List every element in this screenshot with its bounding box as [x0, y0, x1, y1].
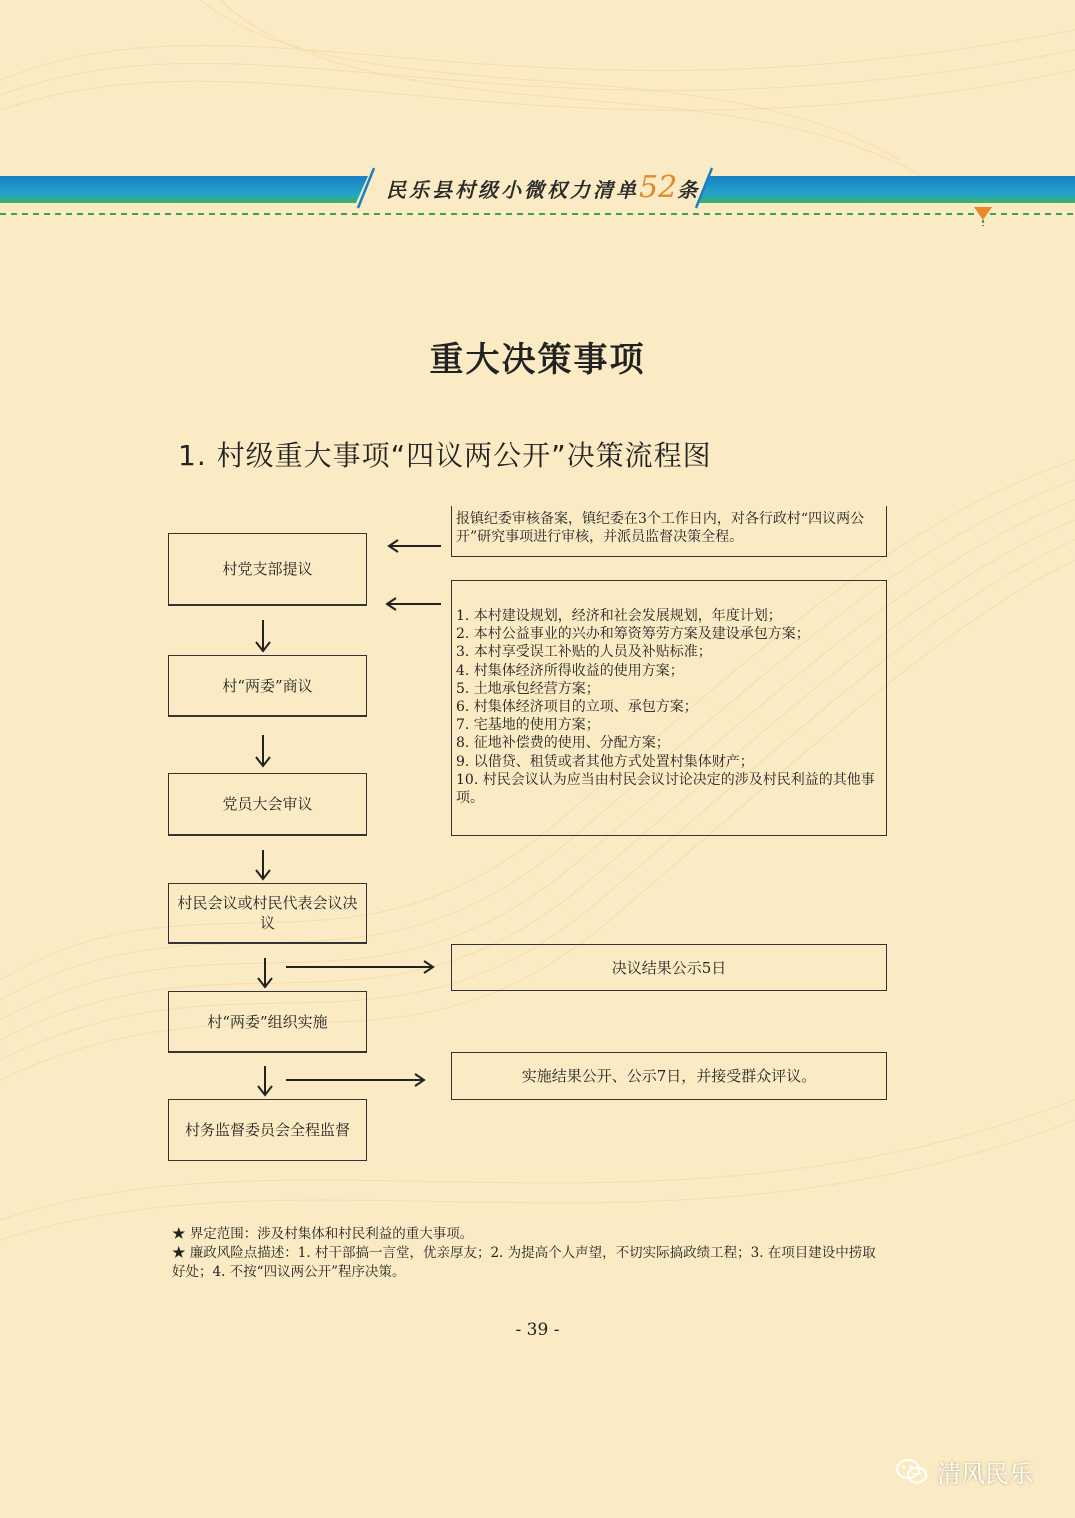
- header-title: [386, 170, 700, 205]
- implementation-publicity-text: 实施结果公开、公示7日，并接受群众评议。: [521, 1067, 817, 1085]
- scope-item: 10. 村民会议认为应当由村民会议讨论决定的涉及村民利益的其他事项。: [456, 771, 875, 807]
- scope-item: 7. 宅基地的使用方案；: [456, 717, 600, 734]
- header-title-number: 52: [639, 170, 678, 205]
- scope-items-list: [456, 607, 882, 807]
- scope-item: 8. 征地补偿费的使用、分配方案；: [456, 735, 670, 752]
- flow-step-6: [168, 1099, 367, 1161]
- header-title-text: 民乐县村级小微权力清单: [386, 178, 639, 202]
- section-title: 1. 村级重大事项“四议两公开”决策流程图: [178, 439, 712, 472]
- note-risk: ★ 廉政风险点描述：1. 村干部搞一言堂，优亲厚友；2. 为提高个人声望，不切实际搞政绩工程；3. 在项目建设中捞取好处；4. 不按“四议两公开”程序决策。: [172, 1245, 876, 1280]
- flow-step-3-label: 党员大会审议: [222, 795, 313, 813]
- header-stripe-right: [697, 176, 1075, 203]
- supervision-note-text: 报镇纪委审核备案，镇纪委在3个工作日内，对各行政村“四议两公开”研究事项进行审核，并派员监督决策全程。: [456, 511, 865, 546]
- wechat-icon: [895, 1457, 929, 1487]
- watermark: [895, 1454, 1033, 1489]
- result-publicity-box: [451, 944, 887, 991]
- flow-step-6-label: 村务监督委员会全程监督: [184, 1121, 350, 1139]
- flow-step-5-label: 村“两委”组织实施: [207, 1012, 328, 1031]
- flow-step-2: [168, 655, 367, 717]
- header-title-suffix: 条: [677, 178, 701, 202]
- flow-step-3: [168, 773, 367, 836]
- scope-item: 4. 村集体经济所得收益的使用方案；: [456, 662, 684, 679]
- watermark-text: 清风民乐: [937, 1460, 1033, 1488]
- result-publicity-text: 决议结果公示5日: [611, 958, 727, 977]
- flow-step-4-label: 村民会议或村民代表会议决议: [177, 894, 358, 932]
- scope-item: 3. 本村享受误工补贴的人员及补贴标准；: [456, 644, 712, 661]
- flow-step-1-label: 村党支部提议: [222, 560, 313, 578]
- flow-step-5: [168, 991, 367, 1053]
- scope-item: 2. 本村公益事业的兴办和筹资筹劳方案及建设承包方案；: [456, 626, 810, 643]
- scope-item: 1. 本村建设规划，经济和社会发展规划，年度计划；: [456, 608, 782, 624]
- orange-marker: [974, 207, 992, 220]
- flow-step-2-label: 村“两委”商议: [222, 676, 313, 695]
- supervision-note-box: [451, 506, 887, 557]
- scope-item: 6. 村集体经济项目的立项、承包方案；: [456, 699, 698, 716]
- scope-item: 9. 以借贷、租赁或者其他方式处置村集体财产；: [456, 753, 754, 770]
- page-title: 重大决策事项: [429, 340, 646, 380]
- note-scope: ★ 界定范围：涉及村集体和村民利益的重大事项。: [172, 1226, 474, 1242]
- scope-items-box: [451, 580, 887, 836]
- flow-step-4: [168, 883, 367, 944]
- implementation-publicity-box: [451, 1052, 887, 1100]
- scope-item: 5. 土地承包经营方案；: [456, 680, 600, 697]
- header-stripe-left: [0, 176, 368, 203]
- flow-step-1: [168, 533, 367, 606]
- page-number: - 39 -: [515, 1320, 560, 1340]
